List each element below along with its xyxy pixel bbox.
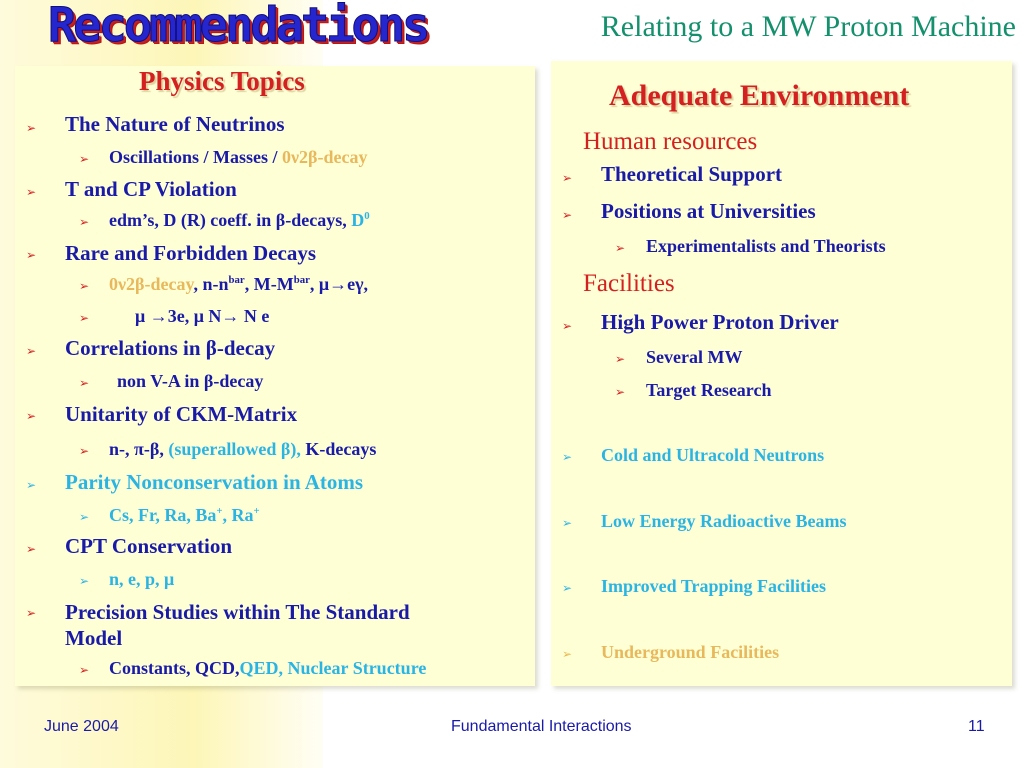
- subtopic-oscillations: Oscillations / Masses / 0ν2β-decay: [109, 147, 368, 167]
- facilities-heading: Facilities: [583, 270, 675, 297]
- arrowhead-bullet-icon: ➢: [79, 376, 90, 390]
- env-high-power-proton-driver: High Power Proton Driver: [601, 310, 839, 334]
- arrowhead-bullet-icon: ➢: [562, 171, 573, 185]
- arrowhead-bullet-icon: ➢: [615, 385, 626, 399]
- subtopic-non-va: non V-A in β-decay: [117, 371, 264, 391]
- env-trapping-facilities: Improved Trapping Facilities: [601, 576, 827, 596]
- subtopic-rare-decays: 0ν2β-decay, $n-n^{bar}$, $M-M^{bar}$, μ→eγ,: [109, 274, 369, 294]
- arrowhead-bullet-icon: ➢: [79, 574, 90, 588]
- arrowhead-bullet-icon: ➢: [615, 352, 626, 366]
- env-positions-universities: Positions at Universities: [601, 199, 816, 223]
- env-target-research: Target Research: [646, 380, 772, 400]
- arrowhead-bullet-icon: ➢: [26, 478, 37, 492]
- arrowhead-bullet-icon: ➢: [26, 248, 37, 262]
- env-underground-facilities: Underground Facilities: [601, 642, 780, 662]
- arrowhead-bullet-icon: ➢: [79, 279, 90, 293]
- env-cold-neutrons: Cold and Ultracold Neutrons: [601, 445, 825, 465]
- physics-topics-heading: Physics Topics: [139, 66, 305, 96]
- arrowhead-bullet-icon: ➢: [79, 152, 90, 166]
- arrowhead-bullet-icon: ➢: [79, 311, 90, 325]
- env-several-mw: Several MW: [646, 347, 743, 367]
- env-experimentalists-theorists: Experimentalists and Theorists: [646, 236, 886, 256]
- topic-unitarity-ckm: Unitarity of CKM-Matrix: [65, 402, 298, 426]
- arrowhead-bullet-icon: ➢: [26, 344, 37, 358]
- arrowhead-bullet-icon: ➢: [26, 121, 37, 135]
- arrowhead-bullet-icon: ➢: [562, 516, 573, 530]
- adequate-environment-panel: [551, 61, 1012, 686]
- human-resources-heading: Human resources: [583, 128, 758, 155]
- arrowhead-bullet-icon: ➢: [562, 319, 573, 333]
- topic-parity-nonconservation: Parity Nonconservation in Atoms: [65, 470, 364, 494]
- subtopic-edms: edm’s, D (R) coeff. in β-decays, $D^0$: [109, 210, 370, 230]
- arrowhead-bullet-icon: ➢: [79, 215, 90, 229]
- env-radioactive-beams: Low Energy Radioactive Beams: [601, 511, 847, 531]
- env-theoretical-support: Theoretical Support: [601, 162, 783, 186]
- arrowhead-bullet-icon: ➢: [26, 542, 37, 556]
- footer-date: June 2004: [44, 718, 119, 735]
- arrowhead-bullet-icon: ➢: [79, 510, 90, 524]
- footer-title: Fundamental Interactions: [451, 718, 632, 735]
- subtopic-cpt-particles: n, e, p, μ: [109, 569, 175, 589]
- slide-subtitle: Relating to a MW Proton Machine: [600, 10, 1016, 43]
- topic-t-cp-violation: T and CP Violation: [65, 177, 237, 201]
- topic-rare-forbidden-decays: Rare and Forbidden Decays: [65, 241, 317, 265]
- arrowhead-bullet-icon: ➢: [26, 409, 37, 423]
- topic-nature-of-neutrinos: The Nature of Neutrinos: [65, 112, 285, 136]
- topic-cpt-conservation: CPT Conservation: [65, 534, 233, 558]
- arrowhead-bullet-icon: ➢: [562, 450, 573, 464]
- arrowhead-bullet-icon: ➢: [26, 606, 37, 620]
- physics-topics-panel: [15, 66, 535, 686]
- arrowhead-bullet-icon: ➢: [562, 647, 573, 661]
- arrowhead-bullet-icon: ➢: [615, 241, 626, 255]
- arrowhead-bullet-icon: ➢: [562, 208, 573, 222]
- subtopic-atoms: Cs, Fr, Ra, Ba+, Ra+: [109, 505, 260, 525]
- subtopic-constants: Constants, QCD,QED, Nuclear Structure: [109, 658, 427, 678]
- topic-precision-studies: Precision Studies within The Standard Model: [65, 600, 410, 650]
- arrowhead-bullet-icon: ➢: [79, 444, 90, 458]
- arrowhead-bullet-icon: ➢: [26, 185, 37, 199]
- subtopic-ckm-decays: n-, π-β, (superallowed β), K-decays: [109, 439, 377, 459]
- slide-title: Recommendations: [48, 0, 428, 53]
- footer-page-number: 11: [968, 718, 985, 735]
- subtopic-muon-decays: μ →3e, μ N→ N e: [135, 306, 270, 326]
- adequate-environment-heading: Adequate Environment: [609, 79, 910, 112]
- arrowhead-bullet-icon: ➢: [79, 663, 90, 677]
- topic-correlations-beta-decay: Correlations in β-decay: [65, 336, 276, 360]
- arrowhead-bullet-icon: ➢: [562, 581, 573, 595]
